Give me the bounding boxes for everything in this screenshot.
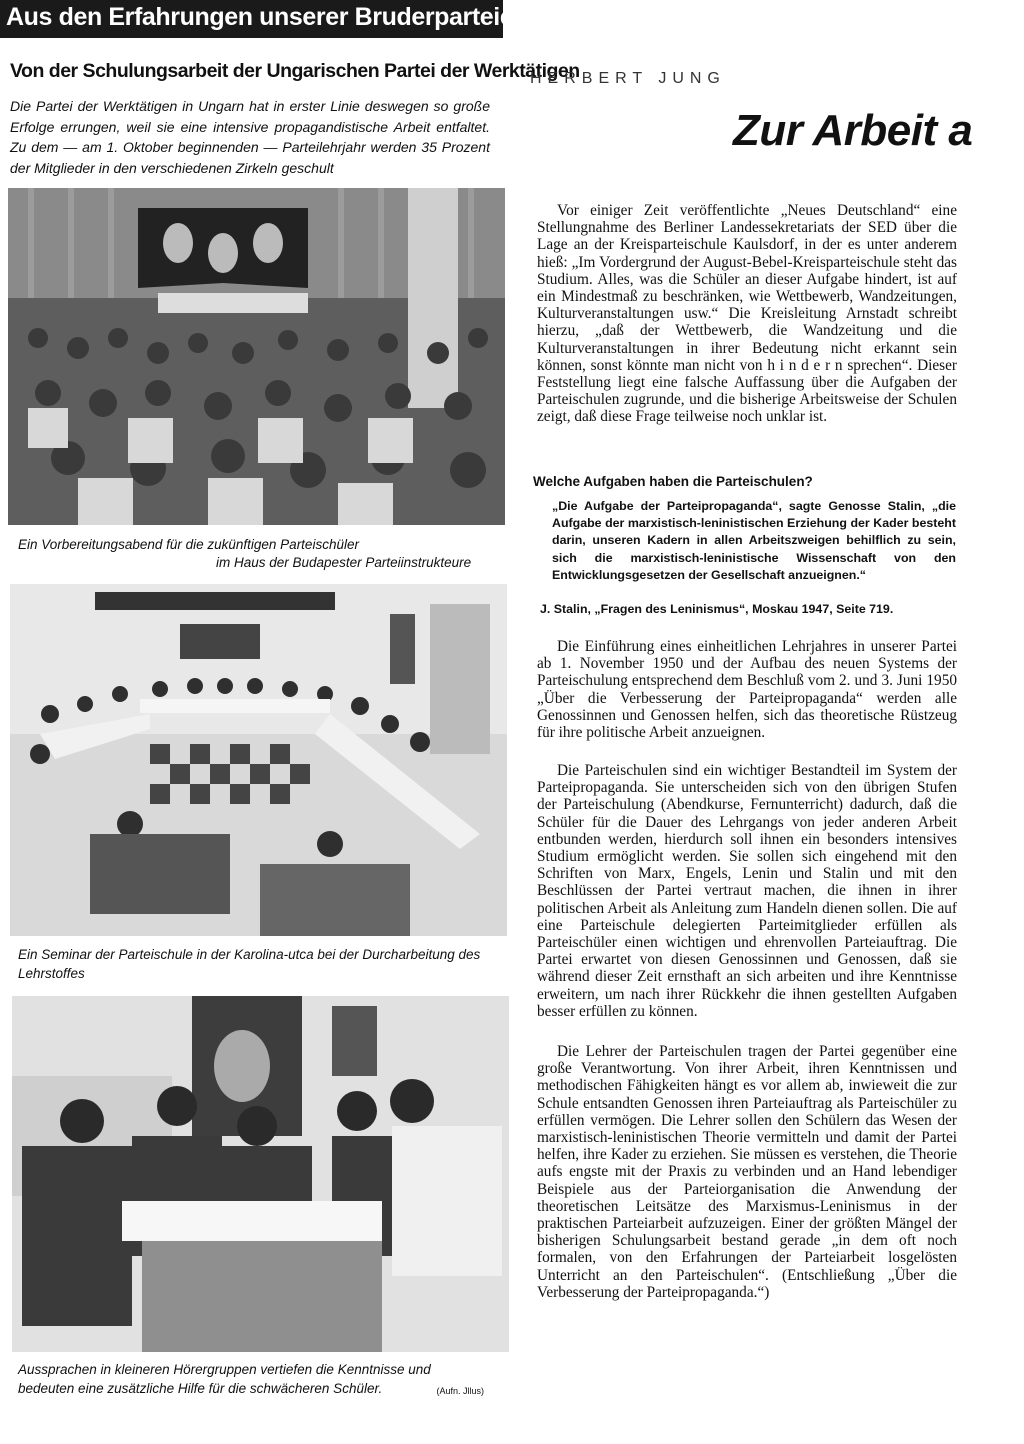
article-title: Zur Arbeit a (733, 106, 973, 155)
author-name: HERBERT JUNG (530, 70, 726, 87)
intro-paragraph: Die Partei der Werktätigen in Ungarn hat in erster Linie deswegen so große Erfolge errungen, weil sie eine intensive propagandistische Arbeit entfaltet. Zu dem — am 1. Oktober beginnenden — Parteilehrjahr werden 35 Prozent der Mitglieder in den verschiedenen Zirkeln geschult (10, 98, 490, 176)
photo3-caption-text: Aussprachen in kleineren Hörergruppen vertiefen die Kenntnisse und bedeuten eine zusätzliche Hilfe für die schwächeren Schüler. (18, 1362, 431, 1396)
photo1-caption-line2: im Haus der Budapester Parteiinstrukteure (216, 555, 472, 570)
body-paragraph-2 (537, 638, 957, 741)
banner-text: Aus den Erfahrungen unserer Bruderparteien (6, 3, 529, 31)
body-paragraph-3 (537, 762, 957, 1020)
paragraph-text: Die Parteischulen sind ein wichtiger Bestandteil im System der Parteipropaganda. Sie unterscheiden sich von den übrigen Stufen der Parteischulung (Abendkurse, Fernunterricht) dadurch, daß die Schüler für die Dauer des Lehrgangs von jeder anderen Arbeit entbunden werden, hierdurch soll ihnen ein besonders intensives Studium ermöglicht werden. Sie sollen sich eingehend mit den Schriften von Marx, Engels, Lenin und Stalin und mit den Beschlüssen der Partei vertraut machen, die ihnen in ihrer politischen Arbeit als Anleitung zum Handeln dienen sollen. Die auf eine Parteischule delegierten Parteimitglieder erfüllen als Parteischüler einen wichtigen und ehrenvollen Parteiauftrag. Die Partei erwartet von diesen Genossinnen und Genossen, daß sie während dieser Zeit ernsthaft an sich arbeiten und ihre Kenntnisse erweitern, um nach ihrer Rückkehr die ihnen gestellten Aufgaben besser erfüllen zu können. (537, 762, 957, 1020)
quote-source: J. Stalin, „Fragen des Leninismus“, Moskau 1947, Seite 719. (540, 602, 894, 616)
section-heading: Welche Aufgaben haben die Parteischulen? (533, 474, 813, 489)
article-subheading: Von der Schulungsarbeit der Ungarischen Partei der Werktätigen (10, 60, 580, 82)
paragraph-text: Vor einiger Zeit veröffentlichte „Neues Deutschland“ eine Stellungnahme des Berliner Landessekretariats der SED über die Lage an der Kreisparteischule Kaulsdorf, in der es unter anderem hieß: „Im Vordergrund der August-Bebel-Kreisparteischule steht das Studium. Alles, was die Schüler an dieser Aufgabe hindert, ist auf ein Mindestmaß zu beschränken, wie Wettbewerb, Wandzeitungen, Kulturveranstaltungen usw.“ Die Kreisleitung Arnstadt schreibt hierzu, „daß der Wettbewerb, die Wandzeitung und die Kulturveranstaltungen in ihrer Bedeutung nicht erkannt sein können, sonst könnte man nicht von h i n d e r n sprechen“. Dieser Feststellung liegt eine falsche Auffassung über die Aufgaben der Parteischulen zugrunde, und die bisherige Arbeitsweise der Schulen zeigt, daß diese Frage teilweise noch unklar ist. (537, 202, 957, 426)
paragraph-text: Die Einführung eines einheitlichen Lehrjahres in unserer Partei ab 1. November 1950 und der Aufbau des neuen Systems der Parteischulung entsprechend dem Beschluß vom 2. und 3. Juni 1950 „Über die Verbesserung der Parteipropaganda“ werden alle Genossinnen und Genossen helfen, sich das theoretische Rüstzeug für ihre politische Arbeit anzueignen. (537, 638, 957, 742)
body-paragraph-4 (537, 1043, 957, 1301)
stalin-quote: „Die Aufgabe der Parteipropaganda“, sagte Genosse Stalin, „die Aufgabe der marxistisch-leninistischen Erziehung der Kader besteht darin, unseren Kadern in allen Arbeitszweigen behilflich zu sein, sich die marxistisch-leninistische Wissenschaft von den Entwicklungsgesetzen der Gesellschaft anzueignen.“ (552, 499, 956, 582)
body-paragraph-1 (537, 202, 957, 426)
photo-seminar-room (10, 584, 507, 936)
photo-credit: (Aufn. Jllus) (436, 1386, 484, 1396)
paragraph-text: Die Lehrer der Parteischulen tragen der Partei gegenüber eine große Verantwortung. Von ihrer Arbeit, ihren Kenntnissen und methodischen Fähigkeiten hängt es vor allem ab, inwieweit die zur Schule entsandten Genossen ihren Parteiauftrag als Parteischüler zu erfüllen vermögen. Die Lehrer sollen den Schülern das Wesen der marxistisch-leninistischen Theorie vermitteln und damit der Partei helfen, ihre Kader zu erziehen. Sie müssen es verstehen, die Theorie aufs engste mit der Praxis zu verbinden und an Hand lebendiger Beispiele aus der Parteiorganisation die Anwendung der theoretischen Leitsätze des Marxismus-Leninismus in der praktischen Parteiarbeit aufzuzeigen. Einer der größten Mängel der bisherigen Schulungsarbeit bestand gerade „in dem oft noch formalen, von den Erfahrungen der Parteiarbeit losgelösten Unterricht an den Parteischulen“. (Entschließung „Über die Verbesserung der Parteipropaganda.“) (537, 1043, 957, 1301)
photo-study-group (12, 996, 509, 1352)
photo1-caption-line1: Ein Vorbereitungsabend für die zukünftigen Parteischüler (18, 537, 359, 552)
photo-assembly-hall (8, 188, 505, 525)
photo2-caption: Ein Seminar der Parteischule in der Karolina-utca bei der Durcharbeitung des Lehrstoffes (18, 947, 481, 981)
photo3-caption (18, 1360, 484, 1401)
section-banner (0, 0, 529, 38)
